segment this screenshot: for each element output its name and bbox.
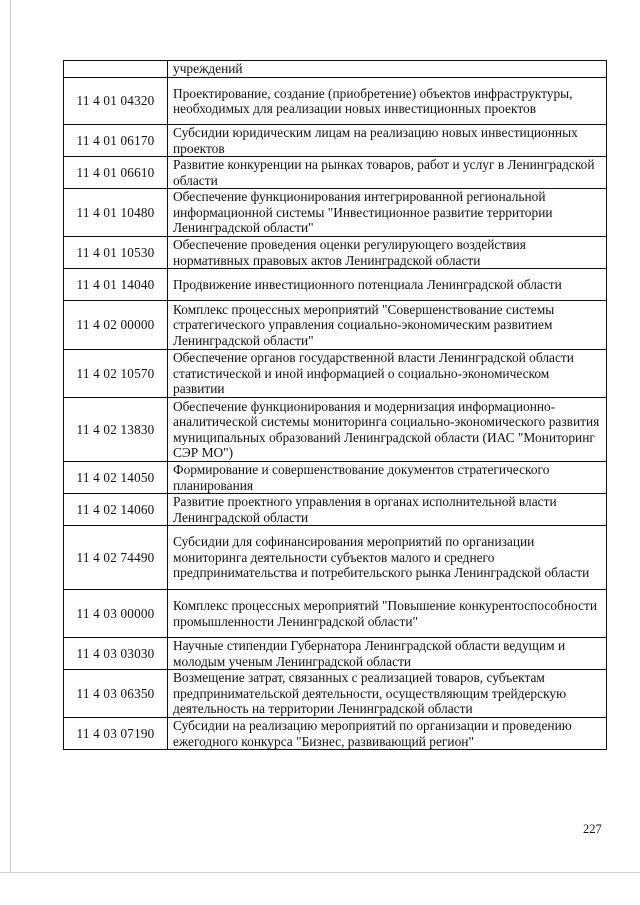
classification-code: 11 4 02 74490: [64, 526, 168, 590]
item-description: Развитие конкуренции на рынках товаров, работ и услуг в Ленинградской области: [168, 157, 607, 189]
classification-code: 11 4 03 00000: [64, 590, 168, 638]
classification-code: 11 4 02 14050: [64, 462, 168, 494]
table-row: [64, 301, 607, 350]
table-row: [64, 189, 607, 237]
table-row: [64, 590, 607, 638]
classification-code: [64, 61, 168, 78]
table-row: [64, 350, 607, 398]
table-row: [64, 526, 607, 590]
classification-code: 11 4 01 04320: [64, 78, 168, 125]
table-row: [64, 125, 607, 157]
table-row: [64, 670, 607, 718]
item-description: Развитие проектного управления в органах исполнительной власти Ленинградской области: [168, 494, 607, 526]
table-row: [64, 638, 607, 670]
table-body: [64, 61, 607, 750]
item-description: учреждений: [168, 61, 607, 78]
item-description: Субсидии на реализацию мероприятий по организации и проведению ежегодного конкурса "Бизнес, развивающий регион": [168, 718, 607, 750]
classification-code: 11 4 01 10530: [64, 237, 168, 269]
page-number: 227: [583, 822, 602, 836]
item-description: Возмещение затрат, связанных с реализацией товаров, субъектам предпринимательской деятельности, осуществляющим трейдерскую деятельность на территории Ленинградской области: [168, 670, 607, 718]
table-row: [64, 78, 607, 125]
table-row: [64, 718, 607, 750]
classification-code: 11 4 01 14040: [64, 269, 168, 301]
classification-code: 11 4 01 10480: [64, 189, 168, 237]
scan-left-edge: [10, 0, 11, 872]
table-row: [64, 269, 607, 301]
classification-code: 11 4 01 06610: [64, 157, 168, 189]
classification-code: 11 4 03 07190: [64, 718, 168, 750]
item-description: Комплекс процессных мероприятий "Совершенствование системы стратегического управления социально-экономическим развитием Ленинградской области": [168, 301, 607, 350]
classification-code: 11 4 03 03030: [64, 638, 168, 670]
item-description: Проектирование, создание (приобретение) объектов инфраструктуры, необходимых для реализации новых инвестиционных проектов: [168, 78, 607, 125]
classification-code: 11 4 02 13830: [64, 398, 168, 462]
budget-classification-table: [63, 60, 607, 750]
scan-bottom-edge: [0, 872, 640, 873]
item-description: Формирование и совершенствование документов стратегического планирования: [168, 462, 607, 494]
item-description: Обеспечение функционирования и модернизация информационно-аналитической системы мониторинга социально-экономического развития муниципальных образований Ленинградской области (ИАС "Мониторинг СЭР МО"): [168, 398, 607, 462]
item-description: Продвижение инвестиционного потенциала Ленинградской области: [168, 269, 607, 301]
table-row: [64, 398, 607, 462]
table-row: [64, 494, 607, 526]
item-description: Субсидии юридическим лицам на реализацию новых инвестиционных проектов: [168, 125, 607, 157]
table-row: [64, 157, 607, 189]
classification-code: 11 4 02 14060: [64, 494, 168, 526]
classification-code: 11 4 02 10570: [64, 350, 168, 398]
table-row: [64, 61, 607, 78]
table-row: [64, 237, 607, 269]
item-description: Обеспечение проведения оценки регулирующего воздействия нормативных правовых актов Ленинградской области: [168, 237, 607, 269]
item-description: Научные стипендии Губернатора Ленинградской области ведущим и молодым ученым Ленинградской области: [168, 638, 607, 670]
classification-code: 11 4 01 06170: [64, 125, 168, 157]
classification-code: 11 4 02 00000: [64, 301, 168, 350]
item-description: Комплекс процессных мероприятий "Повышение конкурентоспособности промышленности Ленинградской области": [168, 590, 607, 638]
item-description: Обеспечение органов государственной власти Ленинградской области статистической и иной информацией о социально-экономическом развитии: [168, 350, 607, 398]
item-description: Обеспечение функционирования интегрированной региональной информационной системы "Инвестиционное развитие территории Ленинградской области": [168, 189, 607, 237]
item-description: Субсидии для софинансирования мероприятий по организации мониторинга деятельности субъектов малого и среднего предпринимательства и потребительского рынка Ленинградской области: [168, 526, 607, 590]
classification-code: 11 4 03 06350: [64, 670, 168, 718]
table-row: [64, 462, 607, 494]
